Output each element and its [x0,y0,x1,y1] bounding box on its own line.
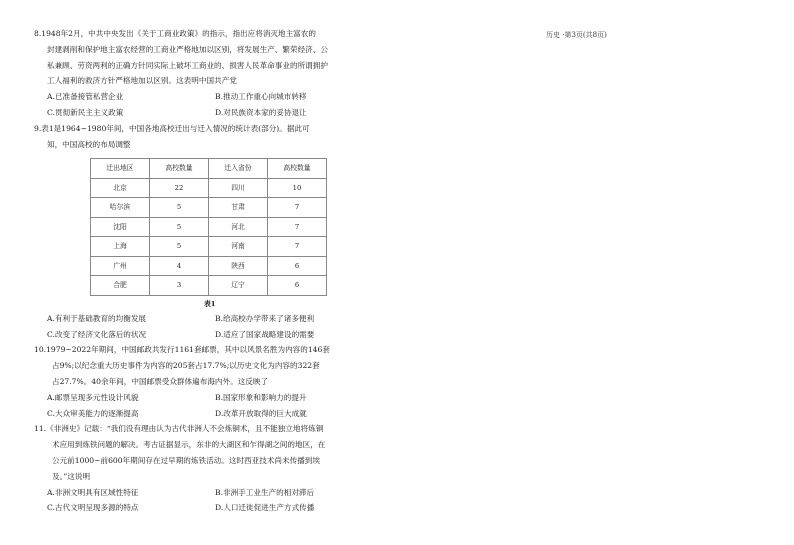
option-d[interactable]: D.改革开放取得的巨大成就 [215,408,307,418]
table-cell: 7 [268,198,327,218]
table-cell: 广州 [91,256,150,276]
question-11-options [47,485,406,517]
table-header: 高校数量 [268,159,327,179]
table-cell: 甘肃 [209,198,268,218]
table-cell: 上海 [91,237,150,257]
table-cell: 辽宁 [209,276,268,296]
question-9 [34,121,406,343]
table-cell: 7 [268,217,327,237]
question-10-line: 占27.7%。40余年间，中国邮票受众群体遍布海内外。这反映了 [52,377,269,387]
table-cell: 合肥 [91,276,150,296]
question-11-line: 11.《非洲史》记载：“我们没有理由认为古代非洲人不会炼铜术，且不能独立地将炼铜 [34,424,324,434]
table-cell: 哈尔滨 [91,198,150,218]
question-column [34,26,406,516]
table-cell: 6 [268,256,327,276]
question-11-line: 及。”这说明 [52,471,91,481]
option-c[interactable]: C.改变了经济文化落后的状况 [47,329,147,339]
question-9-options [47,311,406,343]
table-cell: 10 [268,178,327,198]
table-cell: 陕西 [209,256,268,276]
table-cell: 4 [150,256,209,276]
question-8 [34,26,406,121]
table-cell: 5 [150,198,209,218]
question-8-options [47,89,406,121]
table-cell: 7 [268,237,327,257]
option-b[interactable]: B.国家形象和影响力的提升 [215,392,307,402]
table-caption: 表1 [204,299,216,308]
table-row [91,237,327,257]
option-c[interactable]: C.大众审美能力的逐渐提高 [47,408,139,418]
question-8-line: 封建剥削和保护地主富农经营的工商业严格地加以区别，将发展生产、繁荣经济、公 [47,44,328,54]
table-row [91,198,327,218]
table-cell: 河南 [209,237,268,257]
question-10-options [47,390,406,422]
question-11-line: 术应用到炼铁问题的解决。考古证据显示，东非的大湖区和乍得湖之间的地区，在 [52,440,326,450]
option-b[interactable]: B.给高校办学带来了诸多便利 [215,313,315,323]
page-header: 历史 ·第3页(共8页) [546,31,607,39]
table-cell: 5 [150,237,209,257]
question-11 [34,421,406,516]
question-8-line: 工人福利的救济方针严格地加以区别。这表明中国共产党 [47,76,237,86]
table-cell: 3 [150,276,209,296]
table-header: 高校数量 [150,159,209,179]
table-row [91,178,327,198]
option-b[interactable]: B.推动工作重心向城市转移 [215,92,307,102]
option-a[interactable]: A.邮票呈现多元性设计风貌 [47,392,139,402]
table-header: 迁入省份 [209,159,268,179]
option-a[interactable]: A.非洲文明具有区域性特征 [47,487,139,497]
question-9-line: 9.表1是1964~1980年间，中国各地高校迁出与迁入情况的统计表(部分)。据此可 [34,123,310,133]
question-11-line: 公元前1000~前600年期间存在过早期的炼铁活动。这时西亚技术尚未传播到埃 [52,456,320,466]
table-header-row [91,159,327,179]
table-row [91,217,327,237]
option-c[interactable]: C.古代文明呈现多源的特点 [47,503,139,513]
option-d[interactable]: D.对民族资本家的妥协退让 [215,107,307,117]
option-d[interactable]: D.人口迁徙促进生产方式传播 [215,503,315,513]
table-cell: 北京 [91,178,150,198]
question-10-line: 10.1979~2022年期间，中国邮政共发行1161套邮票，其中以风景名胜为内容的146套 [34,345,330,355]
table-cell: 四川 [209,178,268,198]
option-a[interactable]: A.已准备接管私营企业 [47,92,124,102]
question-8-line: 8.1948年2月，中共中央发出《关于工商业政策》的指示，指出应将消灭地主富农的 [34,29,316,38]
question-10-line: 占9%;以纪念重大历史事件为内容的205套占17.7%;以历史文化为内容的322套 [52,361,320,371]
option-c[interactable]: C.贯彻新民主主义政策 [47,107,124,117]
question-9-line: 知，中国高校的布局调整 [47,139,131,149]
table-row [91,256,327,276]
question-10 [34,342,406,421]
option-a[interactable]: A.有利于基础教育的均衡发展 [47,313,147,323]
table-cell: 河北 [209,217,268,237]
option-b[interactable]: B.非洲手工业生产的相对滞后 [215,487,315,497]
question-8-line: 私兼顾、劳资两利的正确方针同实际上破坏工商业的、损害人民革命事业的所谓拥护 [47,60,328,70]
table-header: 迁出地区 [91,159,150,179]
table-cell: 6 [268,276,327,296]
table-cell: 沈阳 [91,217,150,237]
table-cell: 5 [150,217,209,237]
table-cell: 22 [150,178,209,198]
option-d[interactable]: D.适应了国家战略建设的需要 [215,329,315,339]
relocation-table [90,158,327,296]
table-row [91,276,327,296]
